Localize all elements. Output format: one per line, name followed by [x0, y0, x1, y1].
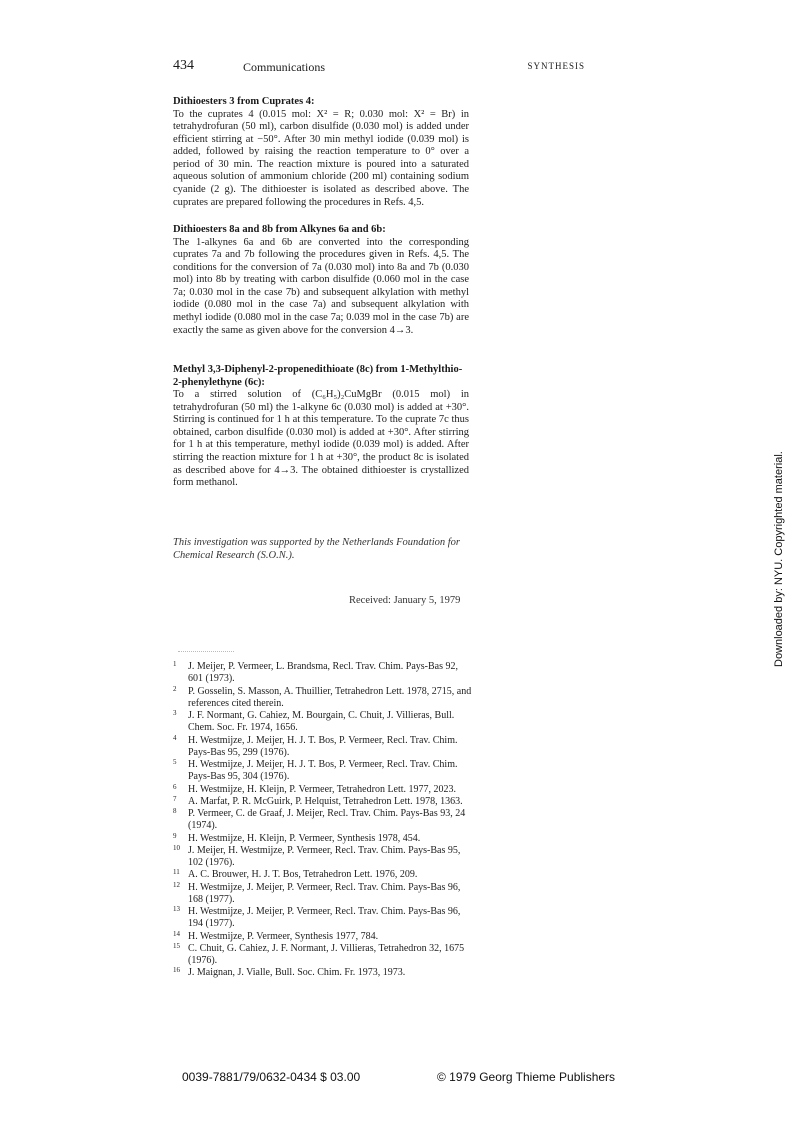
page-number: 434	[173, 58, 194, 73]
reference-item	[173, 710, 473, 735]
reference-text: H. Westmijze, J. Meijer, H. J. T. Bos, P. Vermeer, Recl. Trav. Chim. Pays-Bas 95, 304 (1976).	[188, 759, 458, 783]
reference-number: 14	[173, 929, 180, 938]
reference-item	[173, 967, 473, 979]
reference-item	[173, 759, 473, 784]
download-watermark: Downloaded by: NYU. Copyrighted material.	[773, 451, 785, 667]
reference-number: 16	[173, 966, 180, 975]
reference-number: 9	[173, 831, 177, 840]
reference-text: H. Westmijze, J. Meijer, P. Vermeer, Recl. Trav. Chim. Pays-Bas 96, 168 (1977).	[188, 881, 461, 905]
reference-text: H. Westmijze, P. Vermeer, Synthesis 1977, 784.	[188, 930, 379, 942]
issn-price-line: 0039-7881/79/0632-0434 $ 03.00	[182, 1070, 361, 1084]
section-heading: Dithioesters 3 from Cuprates 4:	[173, 96, 315, 107]
page-header	[173, 58, 585, 78]
reference-item	[173, 931, 473, 943]
reference-item	[173, 686, 473, 711]
reference-text: H. Westmijze, H. Kleijn, P. Vermeer, Tetrahedron Lett. 1977, 2023.	[188, 783, 457, 795]
reference-item	[173, 882, 473, 907]
reference-item	[173, 796, 473, 808]
reference-text: A. C. Brouwer, H. J. T. Bos, Tetrahedron Lett. 1976, 209.	[188, 869, 418, 881]
section-heading: Dithioesters 8a and 8b from Alkynes 6a and 6b:	[173, 224, 386, 235]
reference-number: 3	[173, 709, 177, 717]
reference-item	[173, 943, 473, 968]
section-dithioesters-from-cuprates	[173, 96, 469, 209]
reference-number: 12	[173, 880, 180, 889]
reference-text: J. Meijer, P. Vermeer, L. Brandsma, Recl. Trav. Chim. Pays-Bas 92, 601 (1973).	[188, 661, 459, 685]
reference-number: 15	[173, 941, 180, 950]
section-heading: Methyl 3,3-Diphenyl-2-propenedithioate (8c) from 1-Methylthio-2-phenylethyne (6c):	[173, 364, 463, 388]
copyright-notice: © 1979 Georg Thieme Publishers	[437, 1070, 616, 1084]
section-paragraph: To a stirred solution of (C₆H₅)₂CuMgBr (0.015 mol) in tetrahydrofuran (50 ml) the 1-alkyne 6c (0.030 mol) is added at +30°. Stirring is continued for 1 h at this temperature. To the cuprate 7c thus obtained, carbon disulfide (0.030 mol) is added at +30°. After stirring for 1 h at this temperature, methyl iodide (0.039 mol) is added. After stirring the reaction mixture for 1 h at +30°, the product 8c is isolated as described above for 4→3. The obtained dithioester is crystallized form methanol.	[173, 389, 469, 489]
journal-section-title: Communications	[243, 60, 325, 74]
section-paragraph: The 1-alkynes 6a and 6b are converted into the corresponding cuprates 7a and 7b following the procedures given in Refs. 4,5. The conditions for the conversion of 7a (0.030 mol) into 8a and 7b (0.030 mol) into 8b by treating with carbon disulfide (0.060 mol in the case 7a; 0.030 mol in the case 7b) and subsequent alkylation with methyl iodide (0.080 mol in the case 7a) and subsequent alkylation with methyl iodide (0.080 mol in the case 7a; 0.039 mol in the case 7b) are exactly the same as given above for the conversion 4→3.	[173, 236, 469, 336]
acknowledgement: This investigation was supported by the Netherlands Foundation for Chemical Research (S.O.N.).	[173, 537, 460, 561]
reference-item	[173, 833, 473, 845]
section-dithioesters-from-alkynes	[173, 224, 469, 337]
footnote-divider	[178, 651, 234, 652]
reference-number: 8	[173, 807, 177, 815]
reference-number: 4	[173, 733, 177, 742]
reference-text: H. Westmijze, J. Meijer, P. Vermeer, Recl. Trav. Chim. Pays-Bas 96, 194 (1977).	[188, 906, 461, 930]
references-list	[173, 661, 473, 980]
reference-text: J. F. Normant, G. Cahiez, M. Bourgain, C. Chuit, J. Villieras, Bull. Chem. Soc. Fr. 1974, 1656.	[188, 710, 455, 734]
reference-item	[173, 906, 473, 931]
reference-item	[173, 735, 473, 760]
reference-item	[173, 661, 473, 686]
reference-text: P. Gosselin, S. Masson, A. Thuillier, Tetrahedron Lett. 1978, 2715, and references cited therein.	[188, 685, 472, 709]
reference-number: 13	[173, 905, 180, 913]
reference-text: P. Vermeer, C. de Graaf, J. Meijer, Recl. Trav. Chim. Pays-Bas 93, 24 (1974).	[188, 808, 466, 832]
reference-text: H. Westmijze, H. Kleijn, P. Vermeer, Synthesis 1978, 454.	[188, 832, 421, 844]
reference-text: A. Marfat, P. R. McGuirk, P. Helquist, Tetrahedron Lett. 1978, 1363.	[188, 795, 463, 807]
reference-number: 10	[173, 843, 180, 852]
reference-text: C. Chuit, G. Cahiez, J. F. Normant, J. Villieras, Tetrahedron 32, 1675 (1976).	[188, 942, 465, 966]
reference-number: 1	[173, 660, 177, 668]
journal-name: SYNTHESIS	[527, 61, 585, 71]
reference-text: H. Westmijze, J. Meijer, H. J. T. Bos, P. Vermeer, Recl. Trav. Chim. Pays-Bas 95, 299 (1976).	[188, 734, 458, 758]
reference-text: J. Maignan, J. Vialle, Bull. Soc. Chim. Fr. 1973, 1973.	[188, 967, 406, 979]
reference-number: 7	[173, 794, 177, 803]
reference-number: 5	[173, 758, 177, 766]
section-paragraph: To the cuprates 4 (0.015 mol: X² = R; 0.030 mol: X² = Br) in tetrahydrofuran (50 ml), carbon disulfide (0.030 mol) is added under efficient stirring at −50°. After 30 min methyl iodide (0.039 mol) is added, followed by raising the reaction temperature to 0° over a period of 30 min. The reaction mixture is poured into a saturated aqueous solution of ammonium chloride (200 ml) containing sodium cyanide (2 g). The dithioester is isolated as described above. The cuprates are prepared following the procedures in Refs. 4,5.	[173, 108, 469, 208]
reference-item	[173, 808, 473, 833]
reference-text: J. Meijer, H. Westmijze, P. Vermeer, Recl. Trav. Chim. Pays-Bas 95, 102 (1976).	[188, 844, 461, 868]
reference-number: 11	[173, 868, 180, 877]
reference-item	[173, 784, 473, 796]
received-date: Received: January 5, 1979	[349, 595, 461, 606]
section-methyl-propenedithioate	[173, 364, 469, 490]
reference-number: 6	[173, 782, 177, 791]
reference-item	[173, 845, 473, 870]
reference-number: 2	[173, 684, 177, 693]
reference-item	[173, 869, 473, 881]
